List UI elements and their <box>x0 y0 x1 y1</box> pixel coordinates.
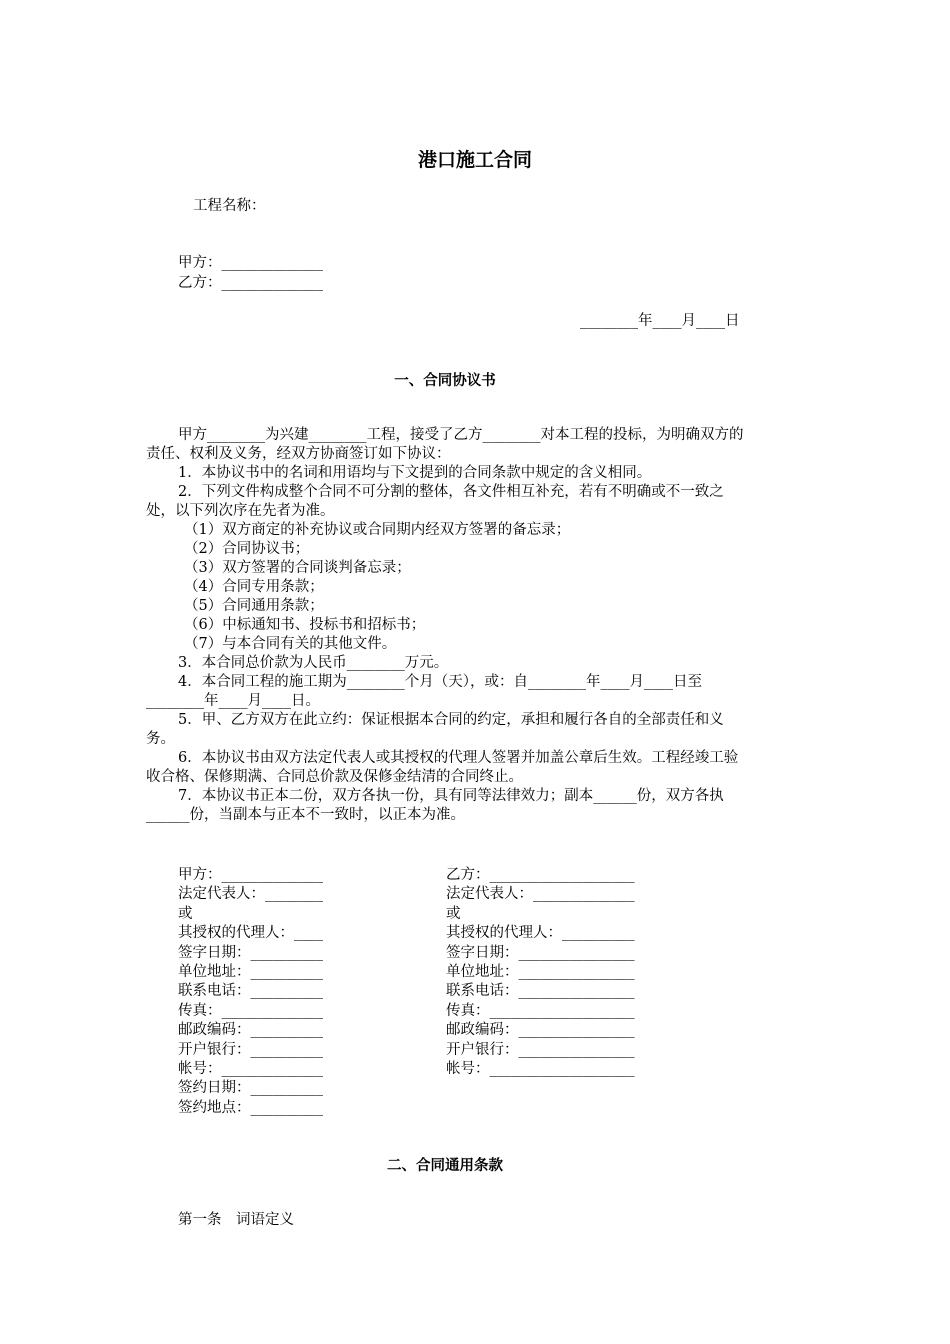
list-item: （5）合同通用条款； <box>184 598 324 614</box>
sig-a-line: 传真：______________ <box>178 1002 323 1019</box>
sig-a-line: 联系电话：__________ <box>178 983 323 1000</box>
clause-3: 3．本合同总价款为人民币________万元。 <box>178 655 449 671</box>
sig-b-line: 邮政编码：________________ <box>446 1022 635 1039</box>
sig-b-line: 传真：____________________ <box>446 1002 635 1019</box>
clause-6: 6．本协议书由双方法定代表人或其授权的代理人签署并加盖公章后生效。工程经竣工验收合格、保修期满、合同总价款及保修金结清的合同终止。 <box>146 750 739 785</box>
sig-b-line: 开户银行：________________ <box>446 1041 635 1058</box>
sig-a-line: 甲方：______________ <box>178 867 323 883</box>
sig-a-line: 其授权的代理人：____ <box>178 925 323 942</box>
sig-b-line: 法定代表人：______________ <box>446 886 635 903</box>
list-item: （4）合同专用条款； <box>184 579 324 595</box>
project-name-label: 工程名称： <box>193 198 266 214</box>
list-item: （7）与本合同有关的其他文件。 <box>184 636 397 652</box>
signature-party-b <box>446 866 635 1079</box>
date-line: ________年____月____日 <box>580 313 740 329</box>
clause-2: 2．下列文件构成整个合同不可分割的整体，各文件相互补充，若有不明确或不一致之处，以下列次序在先者为准。 <box>146 484 724 519</box>
sig-a-line: 签约地点：__________ <box>178 1099 323 1116</box>
list-item: （6）中标通知书、投标书和招标书； <box>184 617 426 633</box>
agreement-body <box>146 426 750 825</box>
sig-a-line: 法定代表人：________ <box>178 886 323 903</box>
clause-4: 4．本合同工程的施工期为________个月（天），或：自________年____月____日至________年____月____日。 <box>146 674 702 709</box>
clause-7: 7．本协议书正本二份，双方各执一份，具有同等法律效力；副本______份，双方各执______份，当副本与正本不一致时，以正本为准。 <box>146 788 724 823</box>
section-2-heading: 二、合同通用条款 <box>387 1158 503 1174</box>
party-a-line: 甲方：______________ <box>178 255 323 271</box>
sig-b-line: 或 <box>446 905 461 922</box>
sig-a-line: 帐号：______________ <box>178 1061 323 1078</box>
list-item: （2）合同协议书； <box>184 541 310 557</box>
list-item: （1）双方商定的补充协议或合同期内经双方签署的备忘录； <box>184 522 571 538</box>
sig-b-line: 帐号：____________________ <box>446 1061 635 1078</box>
list-item: （3）双方签署的合同谈判备忘录； <box>184 560 411 576</box>
clause-5: 5．甲、乙方双方在此立约：保证根据本合同的约定，承担和履行各自的全部责任和义务。 <box>146 712 724 747</box>
article-1-heading: 第一条 词语定义 <box>178 1212 294 1228</box>
sig-b-line: 联系电话：________________ <box>446 983 635 1000</box>
sig-b-line: 其授权的代理人：__________ <box>446 925 635 942</box>
sig-a-line: 签字日期：__________ <box>178 944 323 961</box>
sig-b-line: 乙方：____________________ <box>446 867 635 883</box>
sig-b-line: 单位地址：________________ <box>446 964 635 981</box>
signature-party-a <box>178 866 323 1118</box>
sig-a-line: 或 <box>178 905 193 922</box>
sig-a-line: 单位地址：__________ <box>178 964 323 981</box>
sig-a-line: 邮政编码：__________ <box>178 1022 323 1039</box>
sig-a-line: 签约日期：__________ <box>178 1080 323 1097</box>
sig-a-line: 开户银行：__________ <box>178 1041 323 1058</box>
document-title: 港口施工合同 <box>417 149 532 171</box>
agreement-intro: 甲方________为兴建________工程，接受了乙方________对本工程的投标，为明确双方的责任、权利及义务，经双方协商签订如下协议： <box>146 427 744 462</box>
clause-1: 1．本协议书中的名词和用语均与下文提到的合同条款中规定的含义相同。 <box>178 465 652 481</box>
section-1-heading: 一、合同协议书 <box>394 373 496 389</box>
sig-b-line: 签字日期：________________ <box>446 944 635 961</box>
party-b-line: 乙方：______________ <box>178 275 323 291</box>
